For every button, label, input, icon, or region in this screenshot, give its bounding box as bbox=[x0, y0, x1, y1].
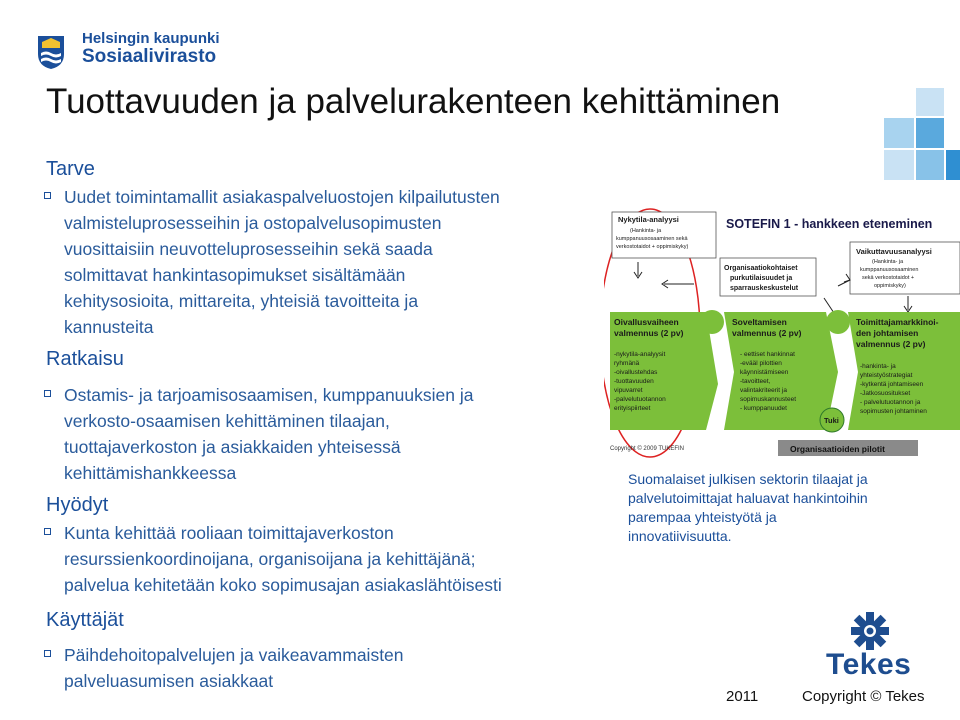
phase2-item: sopimuskannusteet bbox=[740, 396, 797, 403]
box-nykytila-line: kumppanuusosaaminen sekä bbox=[616, 236, 688, 242]
page-title: Tuottavuuden ja palvelurakenteen kehittäminen bbox=[46, 82, 781, 121]
phase1-item: vipuvarret bbox=[614, 387, 643, 394]
phase1-item: -palvelutuotannon bbox=[614, 396, 666, 403]
text-line: kannusteita bbox=[64, 317, 154, 337]
caption-line: parempaa yhteistyötä ja bbox=[628, 509, 777, 525]
caption-line: Suomalaiset julkisen sektorin tilaajat ja bbox=[628, 471, 868, 487]
box-org-line: sparrauskeskustelut bbox=[730, 285, 799, 292]
text-line: kehitysosioita, mittareita, yhteisiä tavoitteita ja bbox=[64, 291, 419, 311]
phase2-item: käynnistämiseen bbox=[740, 369, 789, 376]
bullet-tarve bbox=[44, 184, 500, 340]
phase3-item: -kytkentä johtamiseen bbox=[860, 381, 924, 388]
phase3-chevron bbox=[848, 312, 960, 430]
phase2-item: - eettiset hankinnat bbox=[740, 351, 795, 358]
box-nykytila-line: (Hankinta- ja bbox=[630, 228, 662, 234]
phase1-title: valmennus (2 pv) bbox=[614, 328, 684, 338]
phase2-chevron bbox=[724, 312, 838, 430]
phase1-item: erityispiirteet bbox=[614, 405, 651, 412]
bullet-kayttajat bbox=[44, 642, 404, 694]
phase1-chevron bbox=[610, 312, 718, 430]
phase2-item: -tavoitteet, bbox=[740, 378, 771, 385]
box-org-line: purkutilaisuudet ja bbox=[730, 275, 793, 282]
box-org-line: Organisaatiokohtaiset bbox=[724, 265, 798, 272]
phase3-item: sopimusten johtaminen bbox=[860, 408, 927, 415]
phase1-item: -nykytila-analyysit bbox=[614, 351, 666, 358]
box-vaik-line: sekä verkostotaidot + bbox=[862, 275, 915, 281]
org-name-line2: Sosiaalivirasto bbox=[82, 46, 217, 67]
bullet-marker bbox=[44, 650, 51, 657]
diagram-title: SOTEFIN 1 - hankkeen eteneminen bbox=[726, 217, 933, 231]
bullet-ratkaisu bbox=[44, 382, 473, 486]
diagram-caption bbox=[628, 470, 868, 546]
bullet-hyodyt bbox=[44, 520, 502, 598]
section-heading-hyodyt: Hyödyt bbox=[46, 494, 109, 516]
decor-square bbox=[916, 88, 944, 116]
bullet-marker bbox=[44, 192, 51, 199]
footer-year: 2011 bbox=[726, 688, 759, 705]
text-line: Uudet toimintamallit asiakaspalveluostojen kilpailutusten bbox=[64, 187, 500, 207]
decor-square bbox=[916, 118, 944, 148]
box-vaik-line: Vaikuttavuusanalyysi bbox=[856, 247, 932, 256]
phase3-item: yhteistyöstrategiat bbox=[860, 372, 913, 379]
decor-square bbox=[884, 150, 914, 180]
phase2-item: valintakriteerit ja bbox=[740, 387, 787, 394]
decor-square bbox=[916, 150, 944, 180]
footer-copyright: Copyright © Tekes bbox=[802, 688, 925, 705]
text-line: Kunta kehittää rooliaan toimittajaverkoston bbox=[64, 523, 394, 543]
phase1-title: Oivallusvaiheen bbox=[614, 317, 679, 327]
section-heading-ratkaisu: Ratkaisu bbox=[46, 348, 124, 370]
text-line: vuosittaisiin neuvotteluprosesseihin sekä saada bbox=[64, 239, 433, 259]
box-vaikuttavuus bbox=[850, 242, 960, 294]
box-organisaatio bbox=[720, 258, 816, 296]
text-line: solmittavat hankintasopimukset sisältämään bbox=[64, 265, 406, 285]
text-line: palveluasumisen asiakkaat bbox=[64, 671, 274, 691]
phase2-item: -evääl pilottien bbox=[740, 360, 782, 367]
text-line: valmisteluprosesseihin ja ostopalvelusopimusten bbox=[64, 213, 442, 233]
phase2-title: valmennus (2 pv) bbox=[732, 328, 802, 338]
box-vaik-line: (Hankinta- ja bbox=[872, 259, 904, 265]
phase2-item: - kumppanuudet bbox=[740, 405, 787, 412]
project-progress-diagram bbox=[604, 208, 960, 460]
section-heading-tarve: Tarve bbox=[46, 158, 95, 180]
box-vaik-line: kumppanuusosaaminen bbox=[860, 267, 919, 273]
tuki-label: Tuki bbox=[824, 416, 839, 425]
org-name-line1: Helsingin kaupunki bbox=[82, 30, 220, 47]
phase3-item: -hankinta- ja bbox=[860, 363, 896, 370]
phase1-item: -tuottavuuden bbox=[614, 378, 654, 385]
bullet-marker bbox=[44, 528, 51, 535]
text-line: verkosto-osaamisen kehittäminen tilaajan, bbox=[64, 411, 390, 431]
phase1-item: ryhmänä bbox=[614, 360, 640, 367]
diagram-copyright: Copyright © 2009 TUKEFIN bbox=[610, 446, 685, 452]
box-nykytila-line: Nykytila-analyysi bbox=[618, 215, 679, 224]
text-line: Päihdehoitopalvelujen ja vaikeavammaisten bbox=[64, 645, 404, 665]
phase3-item: -Jatkosuositukset bbox=[860, 390, 911, 397]
box-nykytila-line: verkostotaidot + oppimiskyky) bbox=[616, 244, 689, 250]
bullet-marker bbox=[44, 390, 51, 397]
phase3-title: valmennus (2 pv) bbox=[856, 339, 926, 349]
section-heading-kayttajat: Käyttäjät bbox=[46, 609, 124, 631]
text-line: resurssienkoordinoijana, organisoijana ja kehittäjänä; bbox=[64, 549, 476, 569]
pilotit-label: Organisaatioiden pilotit bbox=[790, 444, 885, 454]
tekes-logo-icon bbox=[848, 612, 892, 650]
caption-line: innovatiivisuutta. bbox=[628, 528, 732, 544]
phase3-title: den johtamisen bbox=[856, 328, 919, 338]
text-line: kehittämishankkeessa bbox=[64, 463, 237, 483]
decor-square bbox=[946, 150, 960, 180]
text-line: tuottajaverkoston ja asiakkaiden yhteisessä bbox=[64, 437, 401, 457]
city-crest-icon bbox=[36, 34, 66, 70]
decor-square bbox=[884, 118, 914, 148]
text-line: Ostamis- ja tarjoamisosaamisen, kumppanuuksien ja bbox=[64, 385, 474, 405]
phase3-title: Toimittajamarkkinoi- bbox=[856, 317, 939, 327]
box-nykytila bbox=[612, 212, 716, 258]
phase3-item: - palvelutuotannon ja bbox=[860, 399, 921, 406]
box-vaik-line: oppimiskyky) bbox=[874, 283, 906, 289]
phase2-title: Soveltamisen bbox=[732, 317, 787, 327]
caption-line: palvelutoimittajat haluavat hankintoihin bbox=[628, 490, 868, 506]
tekes-logo-text: Tekes bbox=[826, 648, 912, 681]
phase1-item: -oivallustehdas bbox=[614, 369, 658, 376]
text-line: palvelua kehitetään koko sopimusajan asiakaslähtöisesti bbox=[64, 575, 502, 595]
